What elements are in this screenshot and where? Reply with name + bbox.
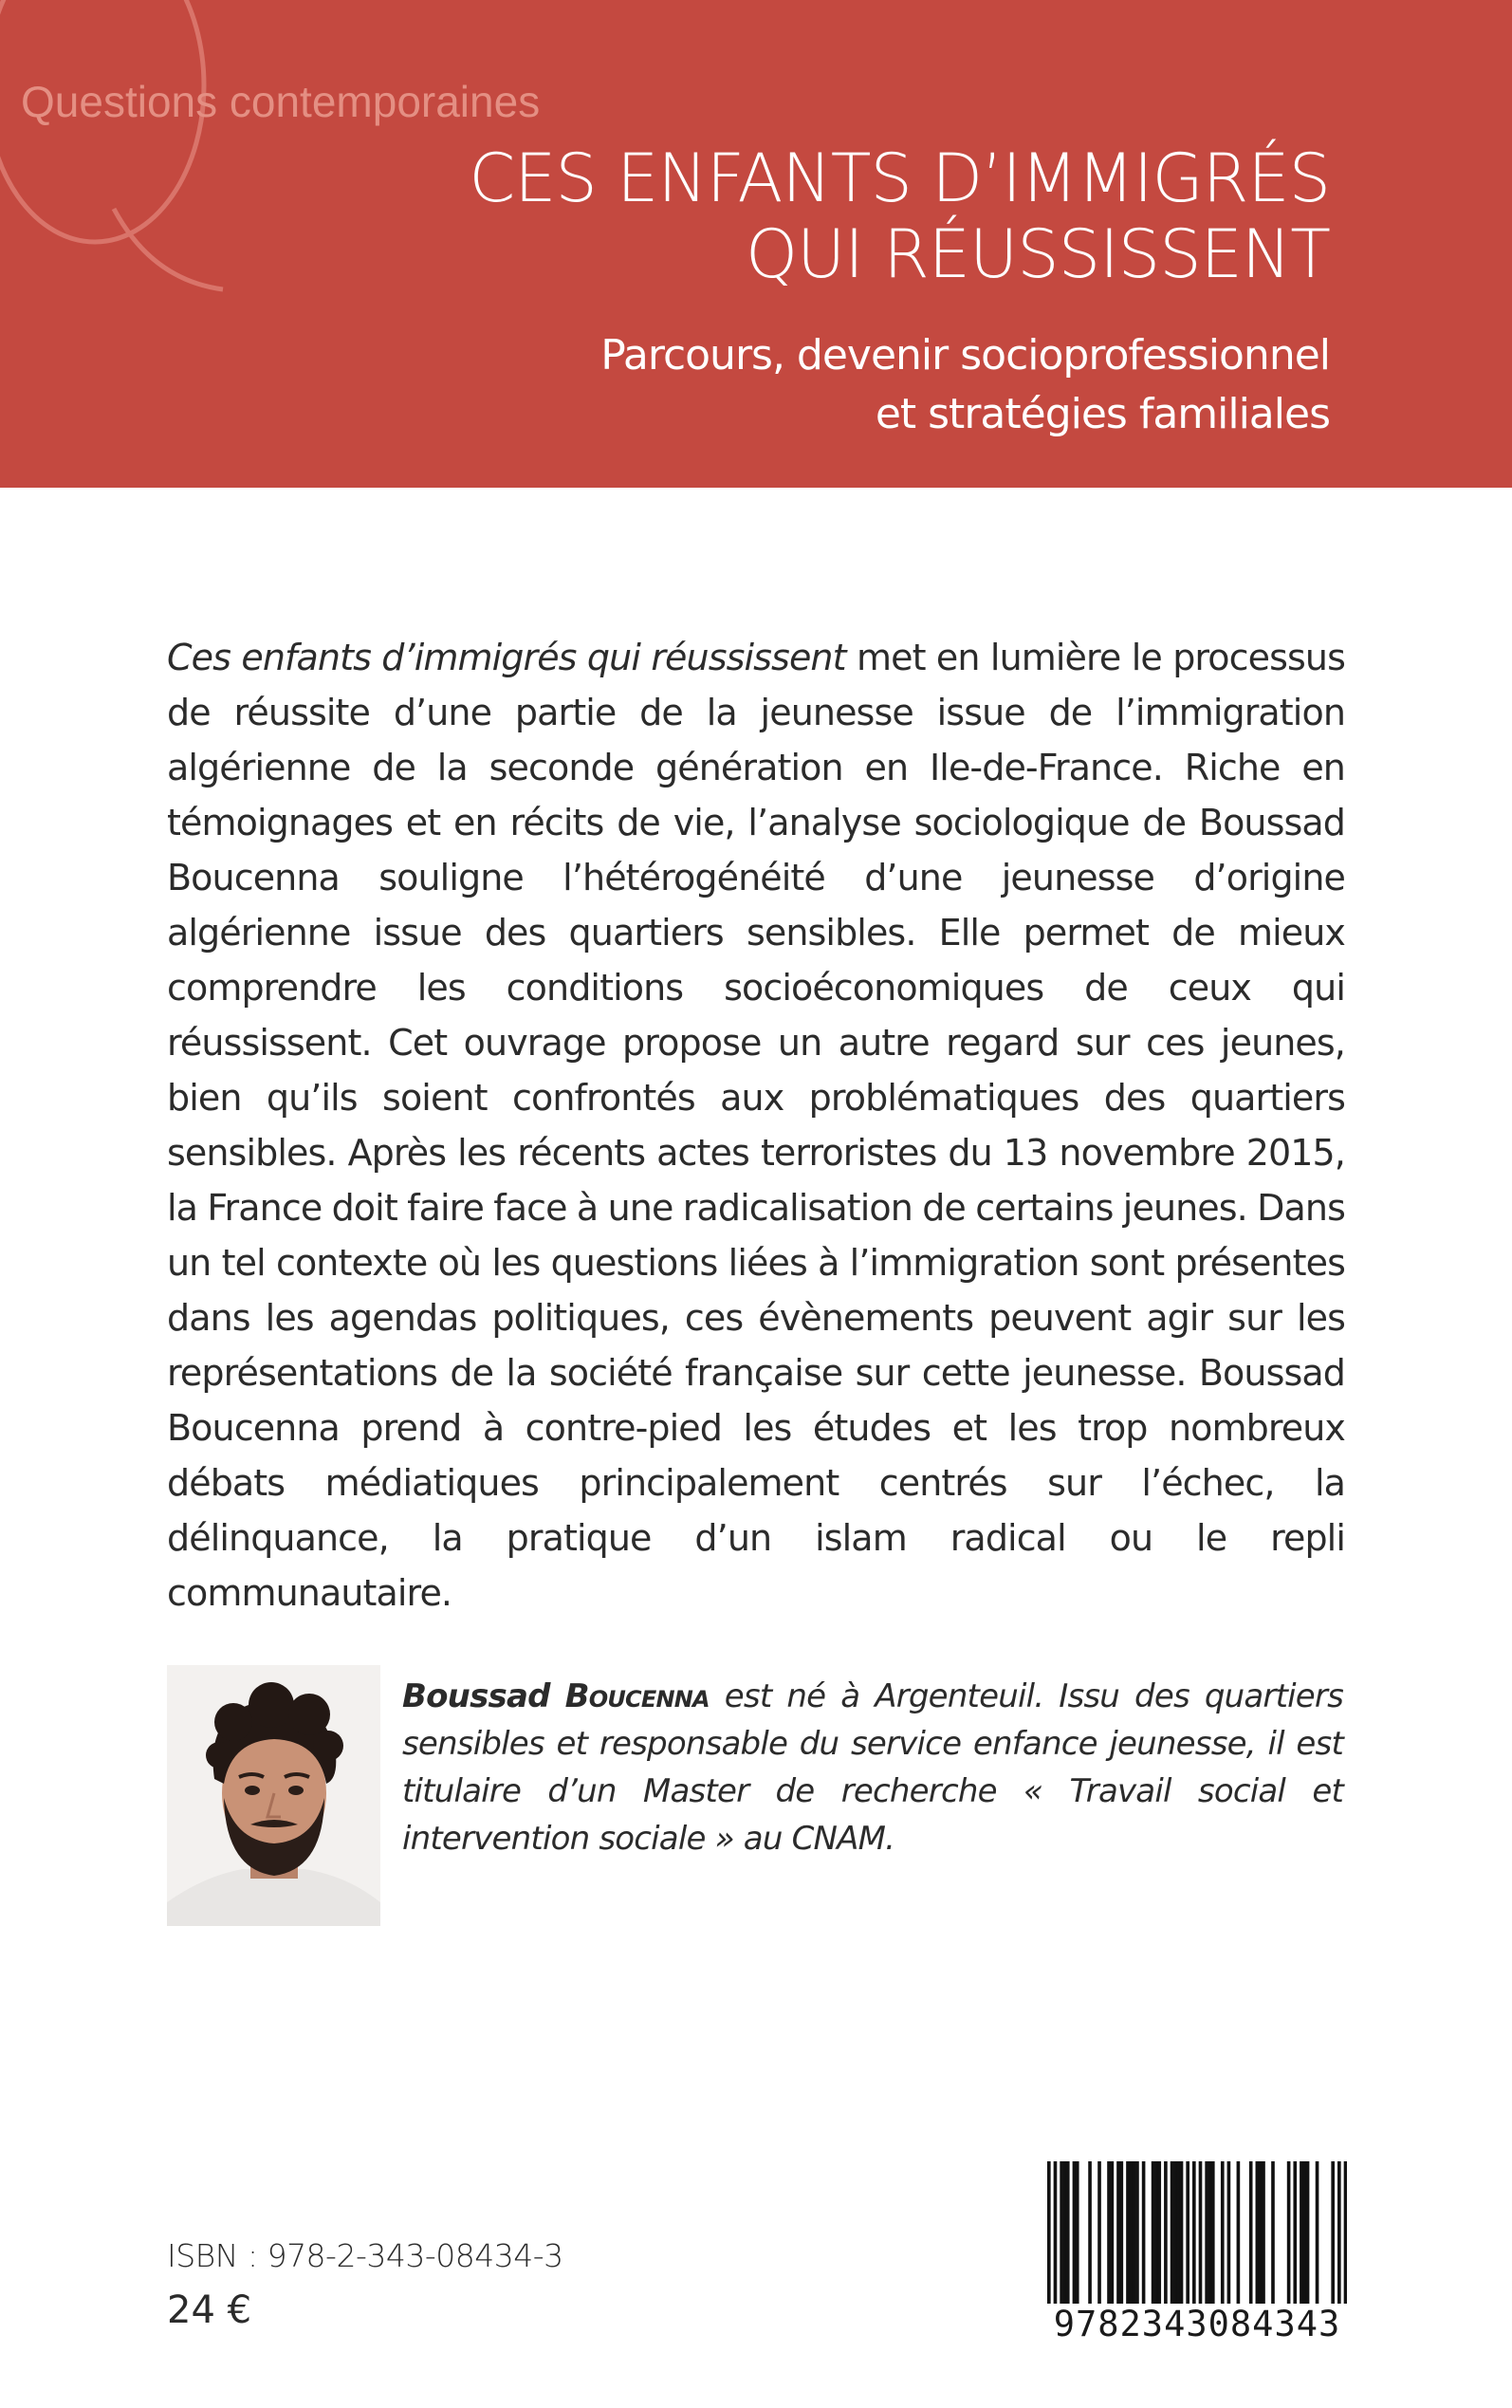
barcode-bar — [1135, 2161, 1139, 2304]
barcode-bar — [1176, 2161, 1180, 2304]
barcode-bar — [1293, 2161, 1297, 2304]
barcode-bar — [1097, 2161, 1101, 2304]
barcode-bar — [1164, 2161, 1168, 2304]
summary-italic-title: Ces enfants d’immigrés qui réussissent — [167, 637, 846, 678]
book-subtitle — [600, 326, 1330, 444]
barcode-bar — [1337, 2161, 1341, 2304]
barcode-bar — [1107, 2161, 1111, 2304]
barcode-bar — [1142, 2161, 1146, 2304]
barcode-bar — [1060, 2161, 1063, 2304]
barcode-bar — [1186, 2161, 1189, 2304]
barcode-bar — [1262, 2161, 1265, 2304]
barcode-bar — [1300, 2161, 1303, 2304]
barcode-bar — [1126, 2161, 1130, 2304]
barcode-bar — [1154, 2161, 1158, 2304]
barcode-bar — [1256, 2161, 1260, 2304]
barcode-bar — [1111, 2161, 1115, 2304]
barcode-bar — [1088, 2161, 1092, 2304]
barcode-bar — [1066, 2161, 1070, 2304]
barcode-bar — [1192, 2161, 1196, 2304]
book-subtitle-line: et stratégies familiales — [875, 390, 1330, 438]
barcode-bar — [1208, 2161, 1212, 2304]
barcode-bar — [1073, 2161, 1077, 2304]
series-name: Questions contemporaines — [21, 77, 541, 126]
barcode-bar — [1302, 2161, 1306, 2304]
barcode-bar — [1287, 2161, 1291, 2304]
book-title-line: CES ENFANTS D’IMMIGRÉS — [469, 139, 1330, 217]
barcode-bar — [1129, 2161, 1133, 2304]
barcode-bar — [1047, 2161, 1051, 2304]
author-first-name: Boussad — [402, 1677, 550, 1715]
isbn-label: ISBN : 978-2-343-08434-3 — [167, 2237, 563, 2274]
barcode-bar — [1116, 2161, 1120, 2304]
barcode-bar — [1237, 2161, 1241, 2304]
barcode-bar — [1076, 2161, 1079, 2304]
barcode-bar — [1331, 2161, 1335, 2304]
barcode-bar — [1054, 2161, 1058, 2304]
author-bio-text: est né à Argenteuil. Issu des quartiers sensibles et responsable du service enfance jeunesse, il est titulaire d’un Master de recherche « Travail social et intervention sociale » au CNAM. — [402, 1677, 1343, 1858]
barcode-bar — [1221, 2161, 1225, 2304]
barcode-bar — [1271, 2161, 1275, 2304]
barcode-bar — [1344, 2161, 1347, 2304]
barcode-bar — [1157, 2161, 1161, 2304]
book-summary — [167, 630, 1345, 1621]
barcode-bar — [1316, 2161, 1319, 2304]
author-bio — [402, 1673, 1343, 1862]
barcode-bar — [1211, 2161, 1215, 2304]
series-q-logo-icon — [0, 0, 256, 304]
barcode-bar — [1205, 2161, 1208, 2304]
author-last-name: Boucenna — [564, 1677, 710, 1715]
price-label: 24 € — [167, 2288, 252, 2332]
summary-text: met en lumière le processus de réussite d’une partie de la jeunesse issue de l’immigration algérienne de la seconde génération en Ile-de-France. Riche en témoignages et en récits de vie, l’analyse sociologique de Boussad Boucenna souligne l’hétérogénéité d’une jeunesse d’origine algérienne issue des quartiers sensibles. Elle permet de mieux comprendre les conditions socioéconomiques de ceux qui réussissent. Cet ouvrage propose un autre regard sur ces jeunes, bien qu’ils soient confrontés aux problématiques des quartiers sensibles. Après les récents actes terroristes du 13 novembre 2015, la France doit faire face à une radicalisation de certains jeunes. Dans un tel contexte où les questions liées à l’immigration sont présentes dans les agendas politiques, ces évènements peuvent agir sur les représentations de la société française sur cette jeunesse. Boussad Boucenna prend à contre-pied les études et les trop nombreux débats médiatiques principalement centrés sur l’échec, la délinquance, la pratique d’un islam radical ou le repli communautaire. — [167, 637, 1345, 1614]
barcode-bar — [1227, 2161, 1231, 2304]
barcode-bars-icon — [1047, 2161, 1347, 2304]
cover-header-band — [0, 0, 1512, 488]
book-subtitle-line: Parcours, devenir socioprofessionnel — [600, 331, 1330, 380]
author-photo — [167, 1665, 380, 1926]
barcode-bar — [1171, 2161, 1174, 2304]
barcode-bar — [1199, 2161, 1203, 2304]
barcode-bar — [1249, 2161, 1253, 2304]
barcode-bar — [1173, 2161, 1177, 2304]
barcode-bar — [1180, 2161, 1184, 2304]
barcode-bar — [1133, 2161, 1136, 2304]
barcode-bar — [1063, 2161, 1067, 2304]
barcode-digits: 9782343084343 — [1053, 2304, 1341, 2344]
barcode — [1047, 2161, 1347, 2351]
barcode-bar — [1306, 2161, 1310, 2304]
barcode-bar — [1152, 2161, 1155, 2304]
book-title — [469, 140, 1330, 292]
barcode-bar — [1259, 2161, 1263, 2304]
author-portrait-icon — [167, 1665, 380, 1926]
book-title-line: QUI RÉUSSISSENT — [745, 215, 1330, 293]
barcode-bar — [1120, 2161, 1124, 2304]
